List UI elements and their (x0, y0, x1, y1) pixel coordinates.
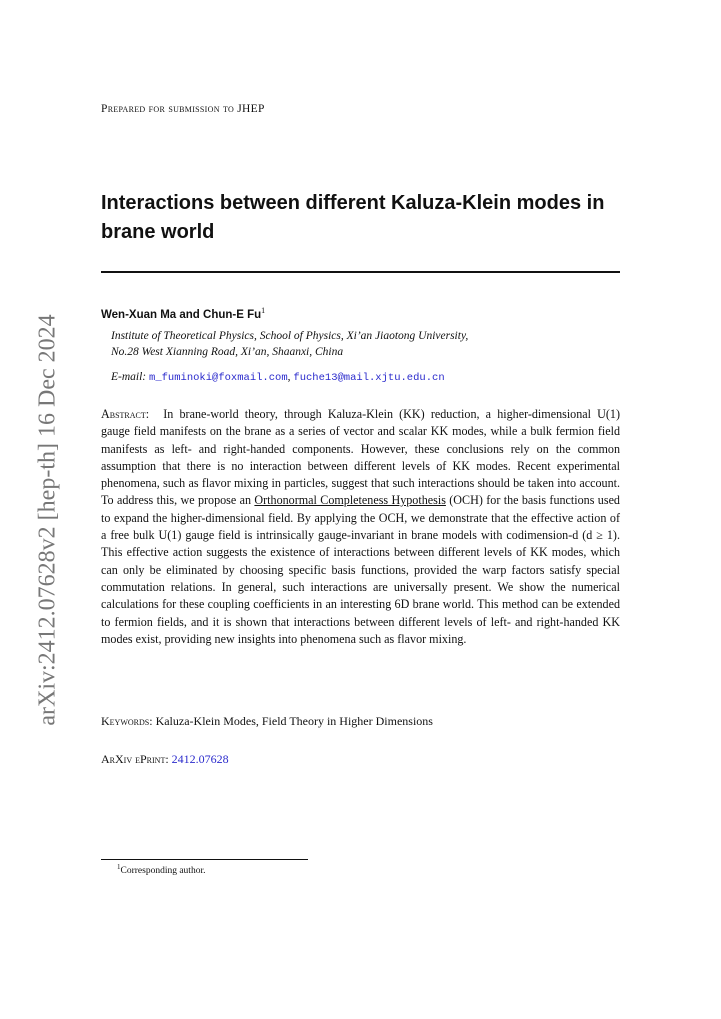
eprint-line (101, 752, 229, 767)
email-line (111, 371, 445, 384)
email-label: E-mail: (111, 371, 147, 383)
keywords-label: Keywords: (101, 714, 153, 728)
title-rule (101, 271, 620, 273)
email-link-1[interactable]: m_fuminoki@foxmail.com (149, 372, 288, 384)
eprint-link[interactable]: 2412.07628 (171, 752, 229, 766)
eprint-label: ArXiv ePrint: (101, 752, 169, 766)
footnote-mark: 1 (117, 863, 121, 871)
abstract-underlined-term: Orthonormal Completeness Hypothesis (254, 493, 446, 508)
abstract (101, 406, 620, 648)
keywords-line (101, 714, 433, 729)
paper-title: Interactions between different Kaluza-Klein modes in brane world (101, 192, 605, 243)
abstract-text-part-2: (OCH) for the basis functions used to expand the higher-dimensional field. By applying the OCH, we demonstrate that the effective action of a free bulk U(1) gauge field is intrinsically gauge-invariant in brane models with codimension-d (d ≥ 1). This effective action suggests the existence of interactions between different levels of KK modes, which can only be eliminated by choosing specific basis functions, provided the warp factors satisfy special commutation relations. In general, such interactions are universally present. We show the numerical calculations for these coupling coefficients in an interesting 6D brane world. This method can be extended to fermion fields, and it is shown that interactions between different levels of left- and right-handed KK modes exist, providing new insights into phenomena such as flavor mixing. (101, 493, 620, 646)
abstract-text-part-1: In brane-world theory, through Kaluza-Klein (KK) reduction, a higher-dimensional U(1) gauge field manifests on the brane as a series of vector and scalar KK modes, while a bulk fermion field manifests as left- and right-handed components. However, these conclusions rely on the common assumption that there is no interaction between different levels of KK modes. Recent experimental phenomena, such as flavor mixing in particles, suggest that such interactions should be taken into account. To address this, we propose an (101, 407, 620, 508)
submission-note: Prepared for submission to JHEP (101, 103, 265, 115)
affiliation-line-2: No.28 West Xianning Road, Xi’an, Shaanxi, China (111, 346, 344, 358)
arxiv-identifier-stamp: arXiv:2412.07628v2 [hep-th] 16 Dec 2024 (34, 314, 61, 726)
abstract-heading: Abstract: (101, 407, 150, 421)
email-link-2[interactable]: fuche13@mail.xjtu.edu.cn (293, 372, 445, 384)
affiliation-line-1: Institute of Theoretical Physics, School of Physics, Xi’an Jiaotong University, (111, 330, 469, 342)
author-names: Wen-Xuan Ma and Chun-E Fu (101, 308, 262, 321)
keywords-text: Kaluza-Klein Modes, Field Theory in Higher Dimensions (155, 714, 433, 728)
footnote-rule (101, 859, 308, 860)
email-separator: , (287, 371, 291, 383)
footnote (117, 863, 205, 876)
author-list (101, 306, 265, 321)
footnote-text: Corresponding author. (120, 866, 206, 877)
author-footnote-mark: 1 (261, 306, 266, 315)
